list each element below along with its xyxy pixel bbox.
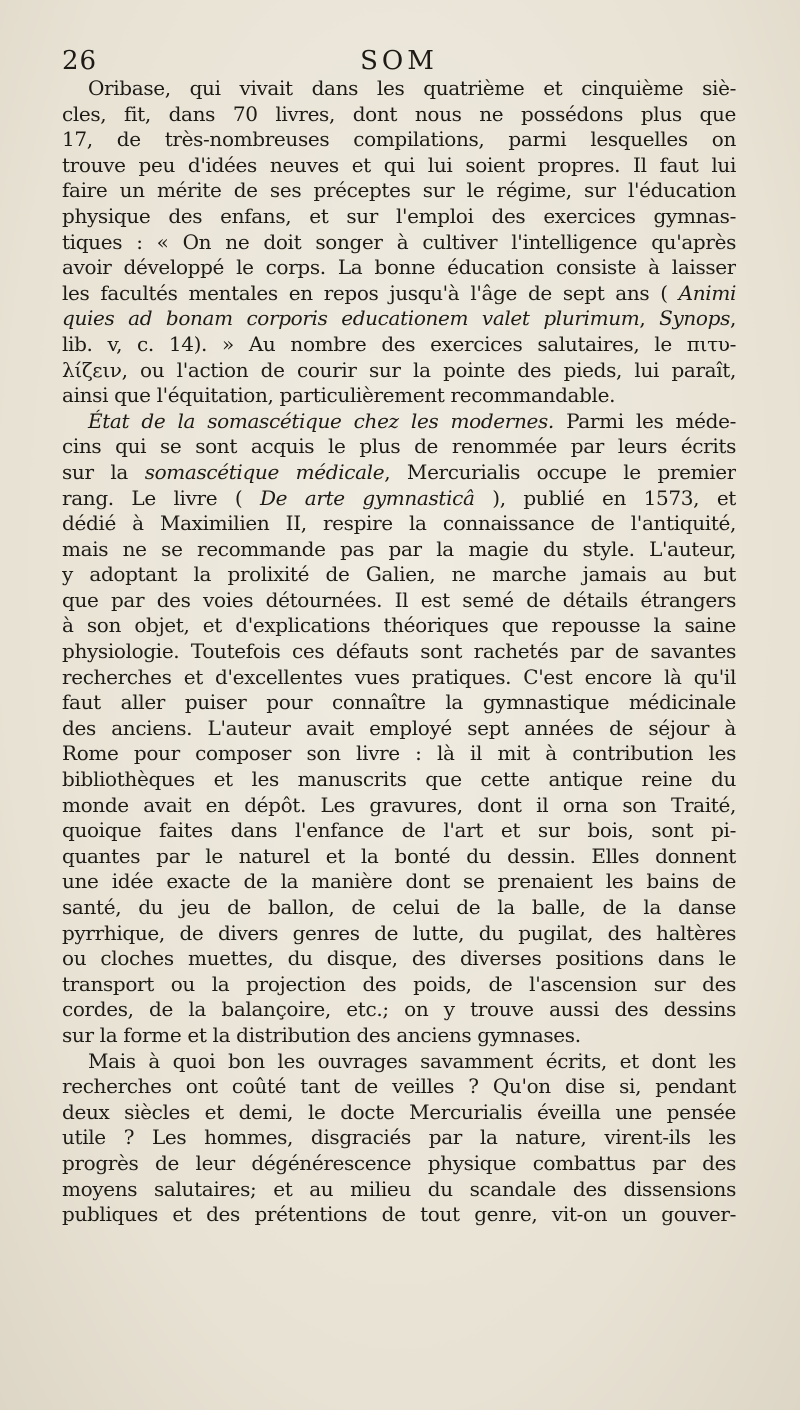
text-segment: Oribase, qui vivait dans les quatrième et cinquième siè- — [88, 76, 736, 100]
page-header — [62, 46, 736, 80]
text-line — [62, 1049, 736, 1075]
text-segment: rang. Le livre ( — [62, 485, 260, 510]
text-line — [62, 1125, 736, 1151]
text-line — [62, 997, 736, 1023]
body-text — [62, 76, 736, 1228]
text-line — [62, 255, 736, 281]
text-line — [62, 102, 736, 128]
text-line — [62, 767, 736, 793]
text-line — [62, 741, 736, 767]
text-segment: cles, fit, dans 70 livres, dont nous ne possédons plus que — [62, 101, 736, 126]
text-segment: à son objet, et d'explications théoriques que repousse la saine — [62, 613, 736, 638]
italic-segment: quies ad bonam corporis educationem valet plurimum — [62, 306, 640, 331]
text-segment: une idée exacte de la manière dont se prenaient les bains de — [62, 869, 736, 894]
text-line — [62, 716, 736, 742]
text-segment: utile ? Les hommes, disgraciés par la nature, virent-ils les — [62, 1125, 736, 1150]
text-line — [62, 1151, 736, 1177]
text-segment: 17, de très-nombreuses compilations, parmi lesquelles on — [62, 127, 736, 152]
text-segment: deux siècles et demi, le docte Mercurialis éveilla une pensée — [62, 1099, 736, 1124]
text-line — [62, 332, 736, 358]
text-line — [62, 665, 736, 691]
text-line — [62, 588, 736, 614]
text-segment: recherches ont coûté tant de veilles ? Qu'on dise si, pendant — [62, 1074, 736, 1099]
text-line — [62, 511, 736, 537]
text-segment: quoique faites dans l'enfance de l'art et sur bois, sont pi- — [62, 818, 736, 843]
text-segment: , Mercurialis occupe le premier — [384, 459, 736, 484]
italic-segment: État de la somascétique chez les modernes. — [88, 408, 554, 433]
text-line — [62, 1100, 736, 1126]
text-segment: Rome pour composer son livre : là il mit à contribution les — [62, 741, 736, 766]
text-line — [62, 1202, 736, 1228]
text-line — [62, 153, 736, 179]
italic-segment: Animi — [678, 280, 736, 305]
text-segment: recherches et d'excellentes vues pratiques. C'est encore là qu'il — [62, 664, 736, 689]
text-line — [62, 358, 736, 384]
text-line — [62, 818, 736, 844]
text-line — [62, 76, 736, 102]
text-segment: mais ne se recommande pas par la magie du style. L'auteur, — [62, 536, 736, 561]
text-segment: progrès de leur dégénérescence physique combattus par des — [62, 1150, 736, 1175]
text-segment: λίζειν, ou l'action de courir sur la pointe des pieds, lui paraît, — [62, 357, 736, 382]
text-segment: quantes par le naturel et la bonté du dessin. Elles donnent — [62, 843, 736, 868]
text-segment: pyrrhique, de divers genres de lutte, du pugilat, des haltères — [62, 920, 736, 945]
text-segment: lib. v, c. 14). » Au nombre des exercices salutaires, le πιτυ- — [62, 331, 736, 356]
page-number: 26 — [62, 46, 98, 76]
text-segment: faire un mérite de ses préceptes sur le régime, sur l'éducation — [62, 178, 736, 203]
text-segment: ou cloches muettes, du disque, des diverses positions dans le — [62, 946, 736, 971]
text-line — [62, 844, 736, 870]
text-segment: trouve peu d'idées neuves et qui lui soient propres. Il faut lui — [62, 152, 736, 177]
text-line — [62, 434, 736, 460]
text-line — [62, 690, 736, 716]
text-segment: publiques et des prétentions de tout genre, vit-on un gouver- — [62, 1202, 736, 1227]
text-segment: bibliothèques et les manuscrits que cette antique reine du — [62, 767, 736, 792]
text-line — [62, 613, 736, 639]
text-line — [62, 281, 736, 307]
text-segment: des anciens. L'auteur avait employé sept années de séjour à — [62, 715, 736, 740]
text-segment: dédié à Maximilien II, respire la connaissance de l'antiquité, — [62, 511, 736, 536]
text-segment: , — [639, 306, 660, 331]
text-line — [62, 869, 736, 895]
text-segment: que par des voies détournées. Il est semé de détails étrangers — [62, 587, 736, 612]
text-line — [62, 895, 736, 921]
text-segment: cordes, de la balançoire, etc.; on y trouve aussi des dessins — [62, 997, 736, 1022]
text-segment: moyens salutaires; et au milieu du scandale des dissensions — [62, 1176, 736, 1201]
text-segment: ainsi que l'équitation, particulièrement recommandable. — [62, 383, 616, 408]
text-line — [62, 1074, 736, 1100]
text-segment: physique des enfans, et sur l'emploi des exercices gymnas- — [62, 203, 736, 228]
italic-segment: somascétique médicale — [144, 459, 385, 484]
text-segment: tiques : « On ne doit songer à cultiver l'intelligence qu'après — [62, 229, 736, 254]
italic-segment: Synops — [659, 306, 730, 331]
text-line — [62, 383, 736, 409]
text-segment: transport ou la projection des poids, de l'ascension sur des — [62, 971, 736, 996]
text-line — [62, 946, 736, 972]
text-segment: monde avait en dépôt. Les gravures, dont il orna son Traité, — [62, 792, 736, 817]
running-head: SOM — [360, 46, 438, 76]
text-segment: Parmi les méde- — [553, 408, 736, 433]
text-line — [62, 409, 736, 435]
text-segment: , — [729, 306, 736, 331]
text-segment: sur la — [62, 459, 145, 484]
text-line — [62, 537, 736, 563]
text-line — [62, 460, 736, 486]
text-segment: Mais à quoi bon les ouvrages savamment écrits, et dont les — [88, 1048, 736, 1073]
text-segment: cins qui se sont acquis le plus de renommée par leurs écrits — [62, 434, 736, 459]
text-line — [62, 972, 736, 998]
text-line — [62, 1177, 736, 1203]
text-line — [62, 921, 736, 947]
text-segment: les facultés mentales en repos jusqu'à l'âge de sept ans ( — [62, 280, 679, 305]
italic-segment: De arte gymnasticâ — [259, 485, 475, 510]
text-segment: physiologie. Toutefois ces défauts sont rachetés par de savantes — [62, 639, 736, 664]
text-line — [62, 486, 736, 512]
text-segment: y adoptant la prolixité de Galien, ne marche jamais au but — [62, 562, 736, 587]
text-line — [62, 204, 736, 230]
text-segment: avoir développé le corps. La bonne éducation consiste à laisser — [62, 255, 736, 280]
text-segment: santé, du jeu de ballon, de celui de la balle, de la danse — [62, 895, 736, 919]
text-line — [62, 178, 736, 204]
text-segment: faut aller puiser pour connaître la gymnastique médicinale — [62, 690, 736, 715]
text-segment: sur la forme et la distribution des anciens gymnases. — [62, 1022, 581, 1047]
text-line — [62, 562, 736, 588]
text-line — [62, 639, 736, 665]
text-line — [62, 793, 736, 819]
text-segment: ), publié en 1573, et — [474, 485, 736, 510]
text-line — [62, 306, 736, 332]
text-line — [62, 127, 736, 153]
text-line — [62, 1023, 736, 1049]
text-line — [62, 230, 736, 256]
